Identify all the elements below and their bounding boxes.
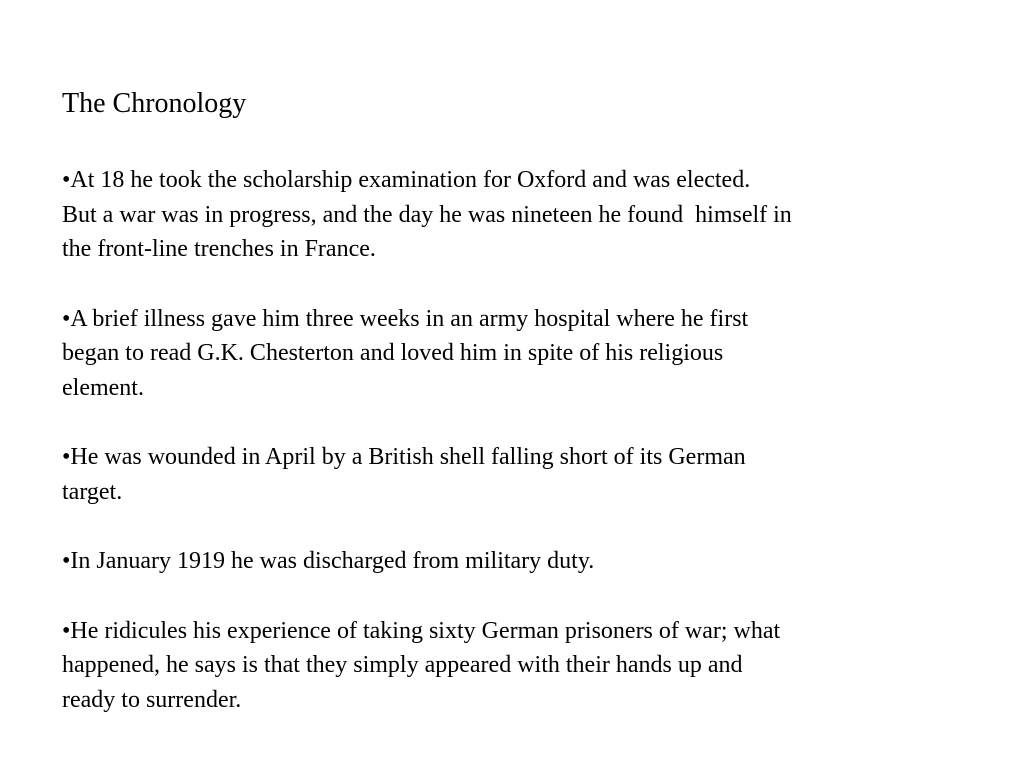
bullet-item xyxy=(62,614,962,718)
bullet-text-line: But a war was in progress, and the day he was nineteen he found himself in xyxy=(62,201,792,228)
bullet-text-line: •At 18 he took the scholarship examination for Oxford and was elected. xyxy=(62,167,751,193)
bullet-text-line: the front-line trenches in France. xyxy=(62,236,376,262)
bullet-list xyxy=(62,163,962,717)
bullet-item xyxy=(62,544,962,579)
bullet-item xyxy=(62,440,962,509)
slide-title: The Chronology xyxy=(62,88,247,119)
bullet-item xyxy=(62,302,962,406)
bullet-text-line: ready to surrender. xyxy=(62,686,242,713)
bullet-text-line: began to read G.K. Chesterton and loved him in spite of his religious xyxy=(62,340,724,366)
bullet-text-line: •In January 1919 he was discharged from military duty. xyxy=(62,548,595,574)
bullet-item xyxy=(62,163,962,267)
bullet-text-line: element. xyxy=(62,374,144,401)
bullet-text-line: target. xyxy=(62,478,123,505)
bullet-text-line: •He ridicules his experience of taking sixty German prisoners of war; what xyxy=(62,617,781,644)
bullet-text-line: happened, he says is that they simply appeared with their hands up and xyxy=(62,652,743,678)
bullet-text-line: •He was wounded in April by a British shell falling short of its German xyxy=(62,444,746,470)
bullet-text-line: •A brief illness gave him three weeks in an army hospital where he first xyxy=(62,305,749,332)
